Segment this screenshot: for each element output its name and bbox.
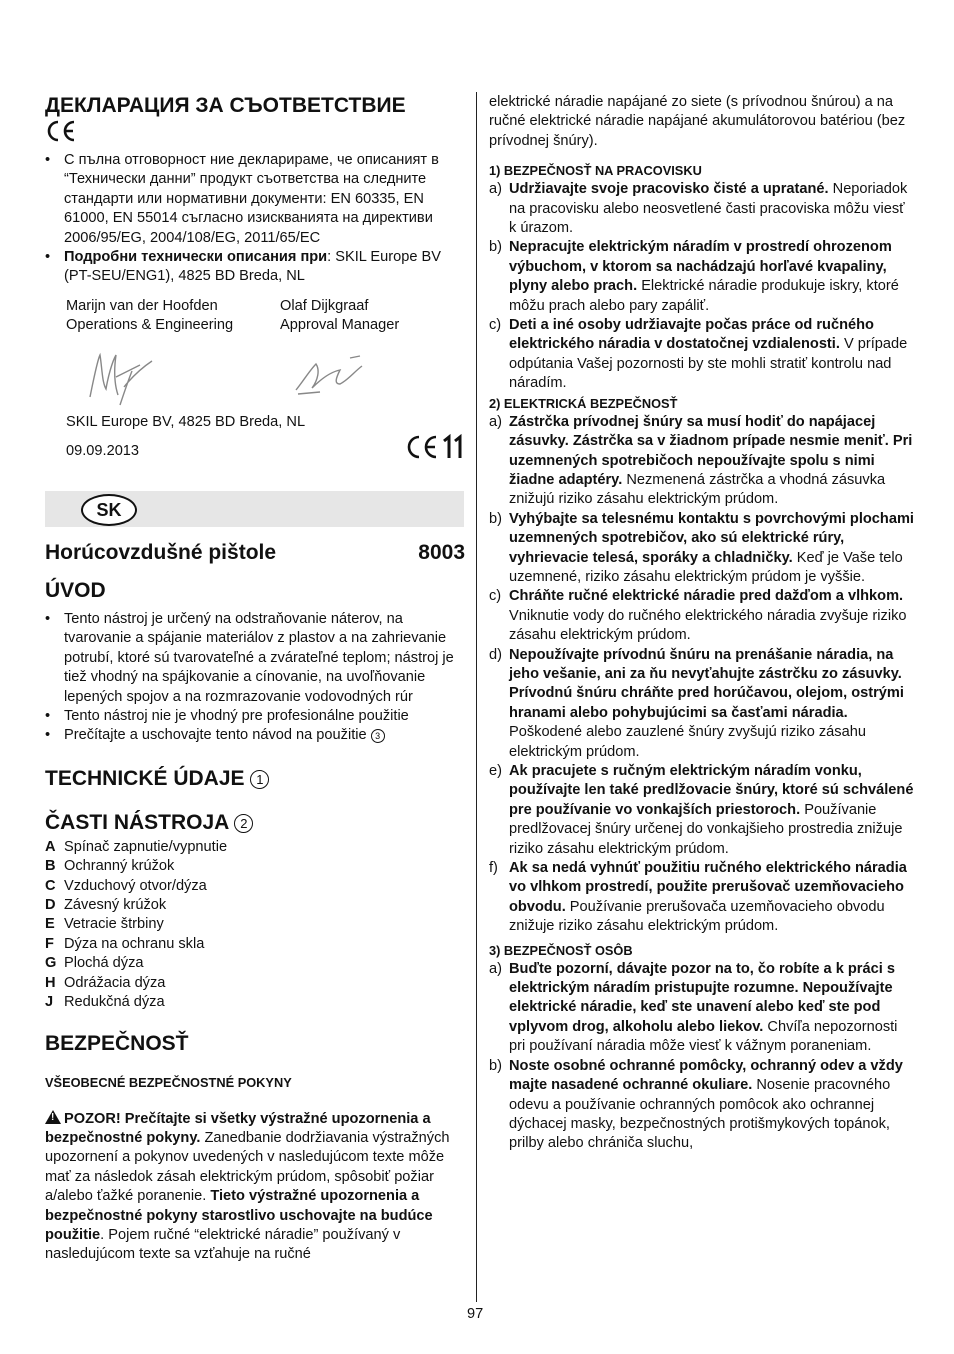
safety-item	[489, 587, 914, 645]
item-text: Vyhýbajte sa telesnému kontaktu s povrchovými plochami uzemnených spotrebičov, ako sú elektrické rúry, vyhrievacie telesá, sporáky a chladničky. Keď je Vaše telo uzemnené, riziko zásahu elektrickým prúdom je vyššie.	[509, 510, 914, 585]
product-heading	[45, 540, 465, 566]
part-label: Vetracie štrbiny	[64, 916, 164, 933]
part-label: Ochranný krúžok	[64, 858, 175, 875]
declaration-date: 09.09.2013	[66, 443, 140, 459]
item-text: Buďte pozorní, dávajte pozor na to, čo robíte a k práci s elektrickým náradím pristupujte rozumne. Nepoužívajte elektrické náradie, keď ste unavení alebo keď ste pod vplyvom drog, alkoholu alebo liekov. Chvíľa nepozornosti pri používaní náradia môže viesť k vážnym poraneniam.	[509, 960, 898, 1055]
figure-ref: 3	[371, 729, 385, 743]
product-model: 8003	[418, 541, 465, 564]
company-address: SKIL Europe BV, 4825 BD Breda, NL	[66, 414, 306, 430]
part-label: Plochá dýza	[64, 955, 144, 972]
safety-item	[489, 413, 914, 510]
item-label: c)	[489, 588, 502, 605]
section-3-list	[489, 960, 914, 1154]
language-bar	[45, 491, 464, 527]
item-label: d)	[489, 646, 502, 663]
part-item	[45, 857, 465, 876]
safety-item	[489, 238, 914, 316]
section-2-title: 2) ELEKTRICKÁ BEZPEČNOSŤ	[489, 395, 678, 411]
ce-logo-icon	[45, 119, 77, 143]
part-key: E	[45, 916, 55, 933]
part-label: Spínač zapnutie/vypnutie	[64, 838, 228, 855]
section-1-title: 1) BEZPEČNOSŤ NA PRACOVISKU	[489, 163, 702, 179]
declaration-bullet: • Подробни технически описания при: SKIL Europe BV (PT-SEU/ENG1), 4825 BD Breda, NL	[45, 248, 465, 287]
section-3-title: 3) BEZPEČNOSŤ OSÔB	[489, 942, 633, 958]
item-label: a)	[489, 181, 502, 198]
item-label: c)	[489, 317, 502, 334]
part-label: Vzduchový otvor/dýza	[64, 877, 207, 894]
safety-item	[489, 1057, 914, 1154]
item-label: e)	[489, 763, 502, 779]
signature-1-icon	[80, 347, 160, 407]
safety-subtitle: VŠEOBECNÉ BEZPEČNOSTNÉ POKYNY	[45, 1074, 292, 1090]
item-text: Chráňte ručné elektrické náradie pred dažďom a vlhkom. Vniknutie vody do ručného elektrického náradia zvyšuje riziko zásahu elektrickým prúdom.	[509, 588, 907, 644]
signatory-name: Olaf Dijkgraaf	[280, 298, 369, 314]
item-label: a)	[489, 960, 502, 977]
signatory-role: Operations & Engineering	[66, 317, 234, 334]
part-item	[45, 974, 465, 993]
safety-item	[489, 510, 914, 588]
item-text: Udržiavajte svoje pracovisko čisté a upratané. Neporiadok na pracovisku alebo neosvetlené časti pracoviska môžu viesť k úrazom.	[509, 181, 908, 237]
intro-bullet: • Tento nástroj je určený na odstraňovanie náterov, na tvarovanie a spájanie materiálov z plastov a na zahrievanie potrubí, ktoré sú tvarovateľné a zvárateľné teplom; nástroj je tiež vhodný na spájkovanie a cínovanie, na uvoľňovanie lepených spojov a na rozmrazovanie vodovodných rúr	[45, 610, 465, 707]
item-text: Noste osobné ochranné pomôcky, ochranný odev a vždy majte nasadené ochranné okuliare. Nosenie pracovného odevu a používanie ochranných pomôcok ako ochrannej dýchacej masky, bezpečnostných protišmykových topánok, prilby alebo chrániča sluchu,	[509, 1057, 903, 1152]
intro-bullet: • Tento nástroj nie je vhodný pre profesionálne použitie	[45, 707, 465, 726]
item-label: f)	[489, 860, 498, 877]
signature-2-icon	[290, 350, 370, 400]
ce11-mark-icon	[406, 433, 464, 461]
part-item	[45, 935, 465, 954]
intro-title: ÚVOD	[45, 579, 106, 602]
part-item	[45, 954, 465, 973]
signatory-2	[280, 297, 399, 336]
tech-title: TECHNICKÉ ÚDAJE 1	[45, 766, 465, 792]
part-key: B	[45, 858, 56, 875]
part-key: C	[45, 877, 56, 894]
language-badge: SK	[81, 494, 137, 526]
warning-continued: elektrické náradie napájané zo siete (s prívodnou šnúrou) a na ručné elektrické náradie napájané akumulátorovou batériou (bez prívodnej šnúry).	[489, 94, 906, 149]
item-label: b)	[489, 1057, 502, 1074]
safety-item	[489, 960, 914, 1057]
item-text: Ak pracujete s ručným elektrickým náradím vonku, používajte len také predlžovacie šnúry, ktoré sú schválené pre používanie vo vonkajších priestoroch. Používanie predlžovacej šnúry určenej do vonkajšieho prostredia znižuje riziko zásahu elektrickým prúdom.	[509, 763, 914, 857]
part-item	[45, 896, 465, 915]
item-text: Deti a iné osoby udržiavajte počas práce od ručného elektrického náradia v dostatočnej vzdialenosti. V prípade odpútania Vašej pozornosti by ste mohli stratiť kontrolu nad náradím.	[509, 317, 908, 392]
column-divider	[476, 92, 477, 1302]
safety-item	[489, 859, 914, 937]
signatory-role: Approval Manager	[280, 317, 400, 334]
parts-title: ČASTI NÁSTROJA 2	[45, 810, 465, 836]
part-key: A	[45, 838, 56, 855]
part-key: F	[45, 935, 54, 952]
safety-item	[489, 762, 914, 859]
ce-mark	[45, 119, 465, 145]
signatory-1	[66, 297, 233, 336]
part-key: J	[45, 994, 54, 1011]
section-2-list	[489, 413, 914, 937]
item-text: Nepoužívajte prívodnú šnúru na prenášanie náradia, na jeho vešanie, ani za ňu nevyťahujte zástrčku zo zásuvky. Prívodnú šnúru chráňte pred horúčavou, olejom, ostrými hranami alebo pohybujúcimi sa časťami náradia. Poškodené alebo zauzlené šnúry zvyšujú riziko zásahu elektrickým prúdom.	[509, 646, 904, 760]
item-label: b)	[489, 239, 502, 256]
warning-paragraph: !POZOR! Prečítajte si všetky výstražné upozornenia a bezpečnostné pokyny. Zanedbanie dodržiavania výstražných upozornení a pokynov uvedených v nasledujúcom texte môže mať za následok zásah elektrickým prúdom, spôsobiť požiar a/alebo ťažké poranenie. Tieto výstražné upozornenia a bezpečnostné pokyny starostlivo uschovajte na budúce použitie. Pojem ručné “elektrické náradie” používaný v nasledujúcom texte sa vzťahuje na ručné	[45, 1110, 465, 1265]
parts-list	[45, 838, 465, 1013]
item-text: Zástrčka prívodnej šnúry sa musí hodiť do napájacej zásuvky. Zástrčka sa v žiadnom prípade nesmie meniť. Pri uzemnených spotrebičoch nepoužívajte spolu s nimi žiadne adaptéry. Nezmenená zástrčka a vhodná zásuvka znižujú riziko zásahu elektrickým prúdom.	[509, 413, 913, 508]
safety-item	[489, 180, 914, 238]
signatory-name: Marijn van der Hoofden	[66, 298, 218, 314]
intro-bullet: • Prečítajte a uschovajte tento návod na použitie 3	[45, 726, 465, 745]
item-label: a)	[489, 413, 502, 430]
part-label: Redukčná dýza	[64, 994, 165, 1011]
part-key: G	[45, 955, 57, 972]
safety-item	[489, 646, 914, 762]
part-key: D	[45, 897, 56, 914]
safety-title: BEZPEČNOSŤ	[45, 1031, 189, 1055]
figure-ref: 2	[234, 814, 253, 833]
warning-icon	[45, 1110, 61, 1124]
part-item	[45, 838, 465, 857]
part-item	[45, 915, 465, 934]
product-name: Horúcovzdušné pištole	[45, 541, 277, 564]
part-label: Dýza na ochranu skla	[64, 935, 205, 952]
item-text: Ak sa nedá vyhnúť použitiu ručného elektrického náradia vo vlhkom prostredí, použite prerušovač uzemňovacieho obvodu. Používanie prerušovača uzemňovacieho obvodu znižuje riziko zásahu elektrickým prúdom.	[509, 860, 907, 935]
item-text: Nepracujte elektrickým náradím v prostredí ohrozenom výbuchom, v ktorom sa nachádzajú horľavé kvapaliny, plyny alebo prach. Elektrické náradie produkuje iskry, ktoré môžu prach alebo pary zapáliť.	[509, 239, 899, 314]
left-column-main	[45, 540, 465, 1265]
item-label: b)	[489, 510, 502, 527]
page-number: 97	[467, 1306, 484, 1322]
section-1-list	[489, 180, 914, 393]
figure-ref: 1	[250, 770, 269, 789]
part-key: H	[45, 974, 56, 991]
part-label: Závesný krúžok	[64, 897, 167, 914]
safety-item	[489, 316, 914, 394]
part-item	[45, 993, 465, 1012]
part-item	[45, 877, 465, 896]
declaration-title: ДЕКЛАРАЦИЯ ЗА СЪОТВЕТСТВИЕ	[45, 94, 406, 117]
part-label: Odrážacia dýza	[64, 974, 166, 991]
right-column	[489, 93, 914, 1154]
declaration-bullet: • С пълна отговорност ние декларираме, че описаният в “Технически данни” продукт съответства на следните стандарти или нормативни документи: EN 60335, EN 61000, EN 55014 съгласно изискванията на директиви 2006/95/EG, 2004/108/EG, 2011/65/EC	[45, 151, 465, 248]
